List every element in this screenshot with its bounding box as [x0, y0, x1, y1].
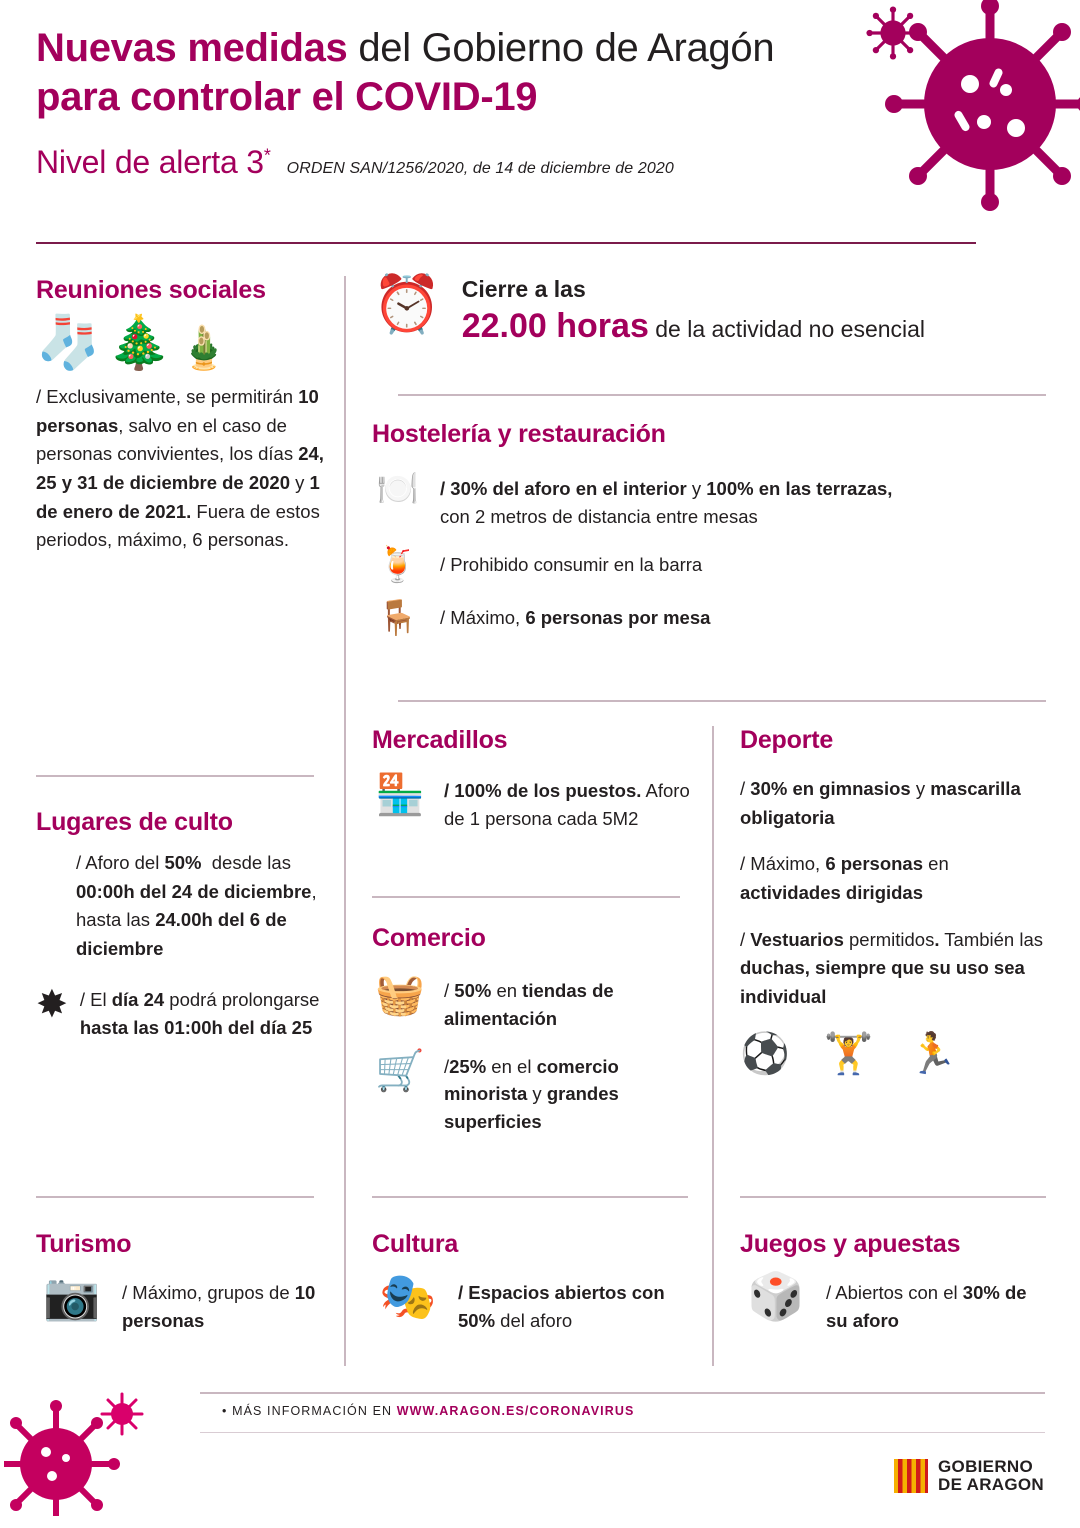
sports-icons-row [740, 1030, 1046, 1077]
deporte-heading: Deporte [740, 726, 834, 754]
star-sparkle-icon: ✸ [36, 983, 68, 1026]
alert-level-label: Nivel de alerta 3 [36, 143, 264, 180]
logo-line-1: GOBIERNO [938, 1457, 1033, 1476]
section-comercio [372, 924, 692, 1152]
footer-divider-2 [200, 1432, 1045, 1433]
deporte-item-1: / 30% en gimnasios y mascarilla obligatoria [740, 778, 1021, 828]
christmas-bauble-icon: 🎍 [177, 324, 230, 371]
section-cultura [372, 1230, 702, 1335]
left-divider-2 [36, 1196, 314, 1198]
title-part-2: del Gobierno de Aragón [347, 26, 775, 70]
column-divider-left [344, 276, 346, 1366]
footer-divider [200, 1392, 1045, 1394]
title-part-3: para controlar el COVID-19 [36, 74, 538, 119]
cultura-heading: Cultura [372, 1230, 459, 1258]
hosteleria-item-3 [372, 600, 1042, 637]
logo-line-2: DE ARAGON [938, 1475, 1044, 1495]
section-reuniones-sociales [36, 276, 326, 555]
christmas-tree-icon: 🎄 [106, 314, 172, 372]
lugares-de-culto-item-1: / Aforo del 50% desde las 00:00h del 24 de diciembre, hasta las 24.00h del 6 de diciembre [76, 852, 317, 960]
dice-icon: 🎲 [747, 1270, 805, 1322]
weightlifting-icon: 🏋️ [823, 1031, 874, 1076]
coronavirus-bottom-icon [4, 1386, 154, 1516]
food-basket-icon: 🧺 [375, 973, 425, 1017]
section-juegos-apuestas [740, 1230, 1050, 1335]
turismo-text: / Máximo, grupos de 10 personas [122, 1282, 316, 1331]
reuniones-sociales-text: / Exclusivamente, se permitirán 10 personas, salvo en el caso de personas convivientes, los días 24, 25 y 31 de diciembre de 2020 y 1 de enero de 2021. Fuera de estos periodos, máximo, 6 personas. [36, 386, 324, 551]
deporte-item-2: / Máximo, 6 personas en actividades dirigidas [740, 853, 949, 904]
page-title [36, 24, 866, 122]
juegos-text: / Abiertos con el 30% de su aforo [826, 1282, 1027, 1331]
section-turismo [36, 1230, 336, 1335]
footer-bullet: • [222, 1404, 228, 1418]
christmas-stocking-icon: 🧦 [36, 314, 101, 372]
mercadillos-text: / 100% de los puestos. Aforo de 1 persona cada 5M2 [444, 780, 690, 829]
shopping-cart-icon: 🛒 [375, 1048, 425, 1093]
gobierno-de-aragon-text [938, 1458, 1044, 1495]
hosteleria-item-3-text: / Máximo, 6 personas por mesa [440, 606, 711, 628]
closing-label: Cierre a las [461, 276, 586, 302]
footer-more-info [222, 1404, 634, 1418]
hosteleria-item-1 [372, 471, 1042, 531]
deporte-item-3: / Vestuarios permitidos. También las duchas, siempre que su uso sea individual [740, 928, 1044, 1008]
lugares-de-culto-item-2: / El día 24 podrá prolongarse hasta las 01:00h del día 25 [79, 988, 320, 1039]
comercio-item-1 [372, 973, 692, 1033]
turismo-item [36, 1270, 336, 1335]
lugares-de-culto-item-2-row [36, 983, 336, 1043]
section-mercadillos [372, 726, 692, 833]
alert-level-asterisk: * [263, 144, 271, 165]
alert-level [36, 144, 271, 181]
cultura-item [372, 1270, 702, 1335]
bottom-divider-mid [372, 1196, 688, 1198]
gobierno-de-aragon-logo [894, 1458, 1044, 1495]
theater-masks-icon: 🎭 [379, 1270, 437, 1322]
juegos-item [740, 1270, 1050, 1335]
market-stall-icon: 🏪 [375, 773, 425, 817]
lugares-de-culto-heading: Lugares de culto [36, 808, 233, 836]
section-deporte [740, 726, 1046, 1077]
soccer-ball-icon: ⚽ [740, 1031, 790, 1076]
table-chairs-icon: 🪑 [376, 598, 420, 637]
middle-column [372, 726, 692, 1132]
turismo-heading: Turismo [36, 1230, 132, 1258]
footer-url[interactable]: WWW.ARAGON.ES/CORONAVIRUS [396, 1404, 635, 1418]
hosteleria-item-2-text: / Prohibido consumir en la barra [440, 553, 703, 575]
closing-time-block [372, 272, 1042, 346]
order-reference: ORDEN SAN/1256/2020, de 14 de diciembre de 2020 [286, 159, 674, 177]
comercio-item-1-text: / 50% en tiendas de alimentación [444, 980, 614, 1029]
title-part-1: Nuevas medidas [36, 26, 348, 70]
christmas-icons-row [36, 314, 326, 372]
reuniones-sociales-heading: Reuniones sociales [36, 276, 266, 304]
camera-icon: 📷 [43, 1270, 101, 1322]
mid-divider-1 [398, 394, 1046, 396]
comercio-item-2 [372, 1049, 692, 1136]
aragon-flag-icon [894, 1459, 928, 1493]
left-divider-1 [36, 775, 314, 777]
hosteleria-heading: Hostelería y restauración [372, 420, 666, 448]
hosteleria-item-2 [372, 547, 1042, 584]
food-cloche-icon: 🍽️ [376, 470, 420, 508]
closing-suffix: de la actividad no esencial [648, 316, 926, 342]
comercio-item-2-text: /25% en el comercio minorista y grandes superficies [444, 1055, 619, 1132]
hosteleria-item-1-text: / 30% del aforo en el interior y 100% en las terrazas, con 2 metros de distancia entre mesas [440, 478, 893, 527]
cultura-text: / Espacios abiertos con 50% del aforo [458, 1282, 665, 1331]
coronavirus-small-icon [866, 6, 920, 60]
header-divider [36, 242, 976, 244]
section-lugares-de-culto [36, 808, 336, 1043]
closing-detail [462, 307, 925, 346]
bottom-divider-right [740, 1196, 1046, 1198]
running-icon: 🏃 [907, 1031, 958, 1076]
cocktail-icon: 🍹 [376, 545, 420, 584]
closing-hours: 22.00 horas [461, 307, 649, 345]
column-divider-right [712, 726, 714, 1366]
mercadillos-item [372, 773, 692, 833]
mid-divider-2 [398, 700, 1046, 702]
section-hosteleria [372, 420, 1042, 653]
footer-more-info-label: MÁS INFORMACIÓN EN [232, 1404, 397, 1418]
alarm-clock-icon: ⏰ [372, 272, 442, 335]
comercio-heading: Comercio [372, 924, 486, 952]
mercadillos-heading: Mercadillos [372, 726, 508, 754]
juegos-heading: Juegos y apuestas [740, 1230, 961, 1258]
mid-divider-3 [372, 896, 680, 898]
